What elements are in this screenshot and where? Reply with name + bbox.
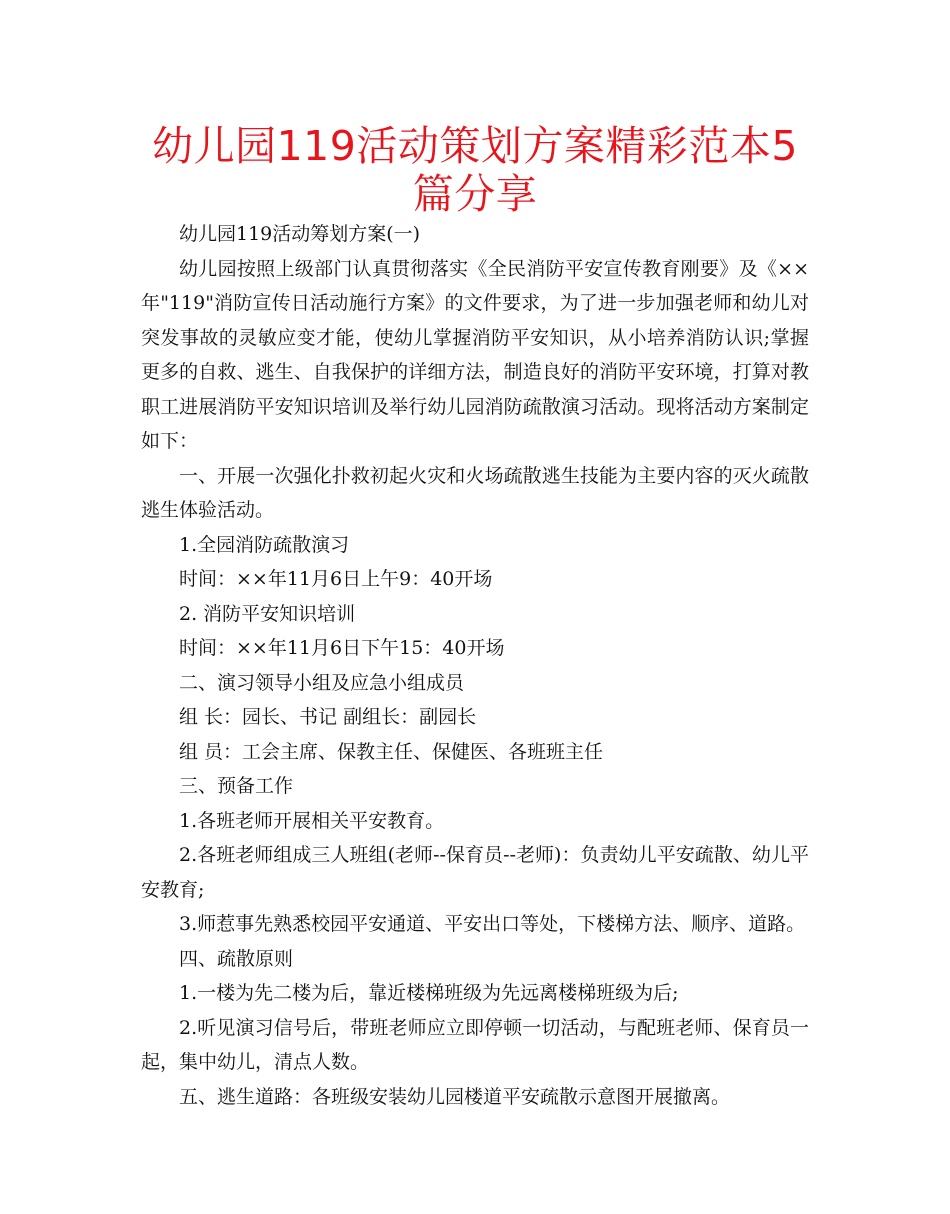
- paragraph: 1.各班老师开展相关平安教育。: [179, 809, 445, 832]
- paragraph: 2.各班老师组成三人班组(老师--保育员--老师)：负责幼儿平安疏散、幼儿平安教育;: [141, 844, 809, 901]
- paragraph: 3.师惹事先熟悉校园平安通道、平安出口等处，下楼梯方法、顺序、道路。: [179, 913, 806, 935]
- paragraph: 三、预备工作: [179, 775, 294, 797]
- paragraph: 幼儿园按照上级部门认真贯彻落实《全民消防平安宣传教育刚要》及《××年"119"消防宣传日活动施行方案》的文件要求，为了进一步加强老师和幼儿对突发事故的灵敏应变才能，使幼儿掌握消防平安知识，从小培养消防认识;掌握更多的自救、逃生、自我保护的详细方法，制造良好的消防平安环境，打算对教职工进展消防平安知识培训及举行幼儿园消防疏散演习活动。现将活动方案制定如下：: [141, 257, 809, 452]
- paragraph: 组 长：园长、书记 副组长：副园长: [179, 706, 477, 728]
- paragraph: 1.全园消防疏散演习: [179, 533, 350, 556]
- paragraph: 2. 消防平安知识培训: [179, 602, 356, 625]
- paragraph: 五、逃生道路：各班级安装幼儿园楼道平安疏散示意图开展撤离。: [179, 1085, 731, 1108]
- paragraph: 时间：××年11月6日上午9：40开场: [179, 568, 493, 590]
- paragraph: 幼儿园119活动筹划方案(一): [179, 223, 421, 245]
- paragraph: 时间：××年11月6日下午15：40开场: [179, 637, 505, 659]
- paragraph: 二、演习领导小组及应急小组成员: [179, 671, 465, 694]
- document-title: 幼儿园119活动策划方案精彩范本5篇分享: [152, 122, 798, 218]
- paragraph: 组 员：工会主席、保教主任、保健医、各班班主任: [179, 740, 604, 763]
- document-body: [141, 217, 809, 1114]
- paragraph: 一、开展一次强化扑救初起火灾和火场疏散逃生技能为主要内容的灭火疏散逃生体验活动。: [141, 464, 809, 521]
- paragraph: 2.听见演习信号后，带班老师应立即停顿一切活动，与配班老师、保育员一起，集中幼儿，清点人数。: [141, 1016, 809, 1073]
- paragraph: 四、疏散原则: [179, 947, 294, 970]
- paragraph: 1.一楼为先二楼为后，靠近楼梯班级为先远离楼梯班级为后;: [179, 982, 679, 1004]
